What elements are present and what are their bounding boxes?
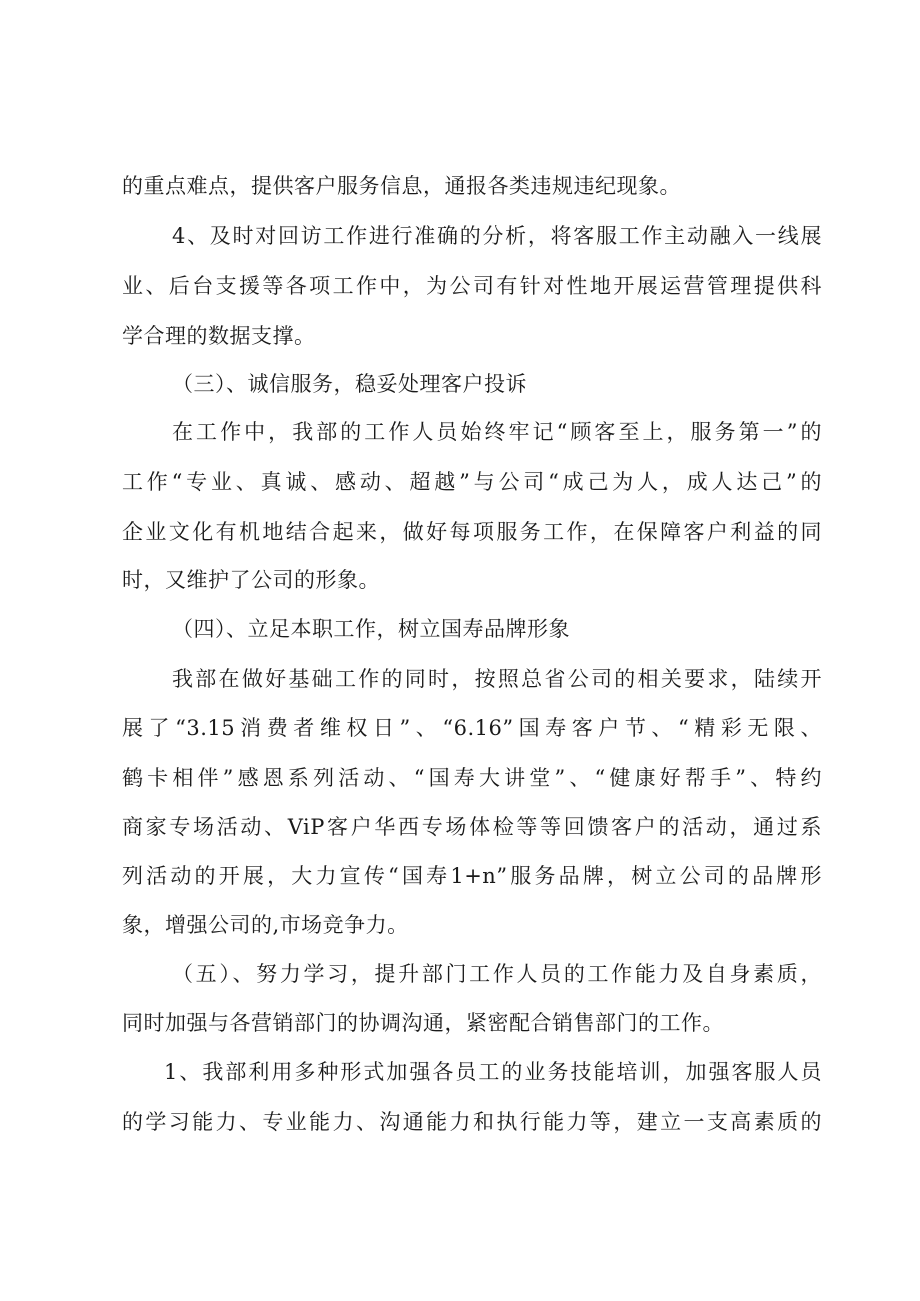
text-line: 的学习能力、专业能力、沟通能力和执行能力等，建立一支高素质的 [122, 1110, 822, 1134]
text-line: 在工作中，我部的工作人员始终牢记“顾客至上，服务第一”的 [172, 420, 822, 444]
section-heading: （五）、努力学习，提升部门工作人员的工作能力及自身素质， [172, 962, 822, 986]
text-line: 工作“专业、真诚、感动、超越”与公司“成己为人，成人达己”的 [122, 470, 822, 494]
text-line: 商家专场活动、ViP客户华西专场体检等等回馈客户的活动，通过系 [122, 815, 822, 839]
text-line: 学合理的数据支撑。 [122, 324, 316, 348]
section-heading: （四）、立足本职工作，树立国寿品牌形象 [172, 617, 570, 641]
text-line: 时，又维护了公司的形象。 [122, 568, 380, 592]
text-line: 4、及时对回访工作进行准确的分析，将客服工作主动融入一线展 [172, 224, 822, 248]
text-line: 同时加强与各营销部门的协调沟通，紧密配合销售部门的工作。 [122, 1011, 724, 1035]
text-line: 我部在做好基础工作的同时，按照总省公司的相关要求，陆续开 [172, 667, 822, 691]
section-heading: （三）、诚信服务，稳妥处理客户投诉 [172, 372, 527, 396]
text-line: 列活动的开展，大力宣传“国寿1+n”服务品牌，树立公司的品牌形 [122, 864, 822, 888]
text-line: 展了“3.15消费者维权日”、“6.16”国寿客户节、“精彩无限、 [122, 716, 822, 740]
text-line: 企业文化有机地结合起来，做好每项服务工作，在保障客户利益的同 [122, 520, 822, 544]
text-line: 1、我部利用多种形式加强各员工的业务技能培训，加强客服人员 [164, 1060, 822, 1084]
text-line: 鹤卡相伴”感恩系列活动、“国寿大讲堂”、“健康好帮手”、特约 [122, 766, 822, 790]
text-line: 象，增强公司的,市场竞争力。 [122, 913, 409, 937]
text-line: 的重点难点，提供客户服务信息，通报各类违规违纪现象。 [122, 174, 681, 198]
text-line: 业、后台支援等各项工作中，为公司有针对性地开展运营管理提供科 [122, 274, 822, 298]
